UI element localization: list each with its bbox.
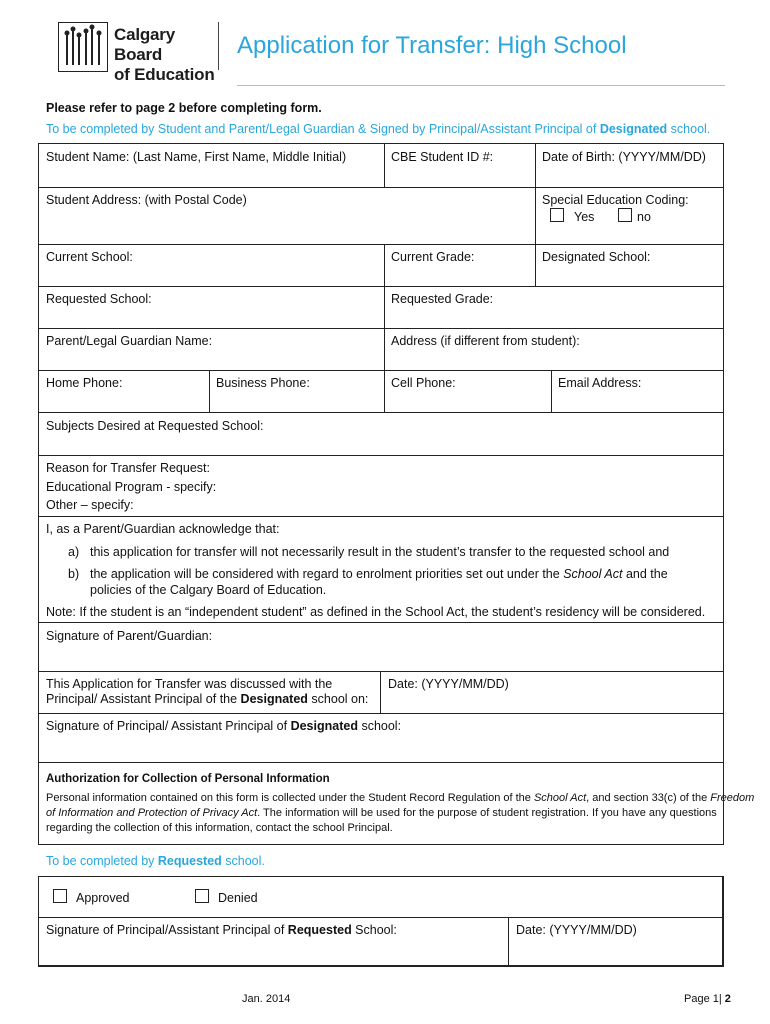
- ack-b-text-line2: policies of the Calgary Board of Education.: [90, 583, 327, 597]
- requested-sig-text: Signature of Principal/Assistant Principal of: [46, 923, 288, 937]
- requested-date-field[interactable]: Date: (YYYY/MM/DD): [516, 923, 637, 937]
- ack-b-italic: School Act: [563, 567, 623, 581]
- row-divider: [38, 187, 724, 188]
- column-divider: [384, 143, 385, 187]
- ack-a-marker: a): [68, 545, 80, 559]
- denied-checkbox[interactable]: [195, 889, 209, 903]
- row-divider: [38, 917, 724, 918]
- page-label: Page: [684, 993, 713, 1005]
- ack-b-text: [90, 567, 668, 581]
- requested-signature-field[interactable]: [46, 923, 397, 937]
- page-current: 1: [712, 993, 719, 1005]
- sped-coding-label: Special Education Coding:: [542, 193, 689, 207]
- header-rule: [237, 85, 725, 86]
- sped-yes-checkbox[interactable]: [550, 208, 564, 222]
- row-divider: [38, 455, 724, 456]
- auth-italic-2: Freedom: [710, 792, 755, 804]
- discussed-date-field[interactable]: Date: (YYYY/MM/DD): [388, 677, 509, 691]
- requested-sig-bold: Requested: [287, 923, 352, 937]
- principal-signature-field[interactable]: [46, 719, 401, 733]
- column-divider: [384, 328, 385, 370]
- subjects-field[interactable]: Subjects Desired at Requested School:: [46, 419, 264, 433]
- column-divider: [508, 917, 509, 967]
- auth-text-3: . The information will be used for the purpose of student registration. If you have any questions: [257, 807, 717, 819]
- current-school-field[interactable]: Current School:: [46, 250, 133, 264]
- row-divider: [38, 370, 724, 371]
- auth-title: Authorization for Collection of Personal Information: [46, 773, 330, 785]
- reason-label: Reason for Transfer Request:: [46, 461, 210, 475]
- home-phone-field[interactable]: Home Phone:: [46, 376, 123, 390]
- sped-yes-label: Yes: [574, 210, 595, 224]
- ack-b-text-2: and the: [622, 567, 668, 581]
- page-total: 2: [724, 993, 731, 1005]
- discussed-line-1: This Application for Transfer was discussed with the: [46, 677, 333, 691]
- auth-italic-1: School Act: [533, 792, 587, 804]
- ack-a-text: this application for transfer will not necessarily result in the student’s transfer to the requested school and: [90, 545, 670, 559]
- discussed-suffix: school on:: [307, 692, 369, 706]
- cell-phone-field[interactable]: Cell Phone:: [391, 376, 456, 390]
- requested-completed-note: [46, 854, 265, 868]
- business-phone-field[interactable]: Business Phone:: [216, 376, 310, 390]
- discussed-line-2: [46, 692, 368, 706]
- other-field[interactable]: Other – specify:: [46, 498, 134, 512]
- requested-school-form: [38, 876, 724, 967]
- row-divider: [38, 516, 724, 517]
- people-figures-icon: [58, 22, 108, 72]
- completed-by-text: To be completed by Student and Parent/Legal Guardian & Signed by Principal/Assistant Principal of: [46, 122, 600, 136]
- page-number: [684, 993, 731, 1005]
- completed-by-note: [46, 122, 710, 136]
- auth-italic-3: of Information and Protection of Privacy Act: [46, 807, 258, 819]
- email-field[interactable]: Email Address:: [558, 376, 642, 390]
- auth-text-1: Personal information contained on this form is collected under the Student Record Regulation of the: [46, 792, 534, 804]
- column-divider: [384, 286, 385, 328]
- header-divider: [218, 22, 219, 70]
- denied-label: Denied: [218, 891, 258, 905]
- auth-text-2: , and section 33(c) of the: [586, 792, 711, 804]
- requested-note-suffix: school.: [221, 854, 265, 868]
- student-name-field[interactable]: Student Name: (Last Name, First Name, Middle Initial): [46, 150, 347, 164]
- cbe-id-field[interactable]: CBE Student ID #:: [391, 150, 494, 164]
- auth-line-2: [46, 806, 717, 821]
- current-grade-field[interactable]: Current Grade:: [391, 250, 475, 264]
- cbe-logo: [58, 22, 218, 84]
- row-divider: [38, 622, 724, 623]
- ack-b-text-1: the application will be considered with regard to enrolment priorities set out under the: [90, 567, 564, 581]
- refer-note: Please refer to page 2 before completing form.: [46, 101, 322, 115]
- logo-text: [114, 25, 218, 85]
- auth-line-3: regarding the collection of this information, contact the school Principal.: [46, 822, 393, 834]
- logo-line-2: of Education: [114, 65, 215, 84]
- transfer-form: [38, 143, 724, 845]
- discussed-text: Principal/ Assistant Principal of the: [46, 692, 241, 706]
- sped-no-checkbox[interactable]: [618, 208, 632, 222]
- residency-note: Note: If the student is an “independent student” as defined in the School Act, the student’s residency will be considered.: [46, 605, 706, 619]
- approved-label: Approved: [76, 891, 130, 905]
- edu-program-field[interactable]: Educational Program - specify:: [46, 480, 217, 494]
- sped-no-label: no: [637, 210, 651, 224]
- column-divider: [535, 143, 536, 187]
- column-divider: [551, 370, 552, 412]
- discussed-bold: Designated: [240, 692, 308, 706]
- ack-intro: I, as a Parent/Guardian acknowledge that:: [46, 522, 280, 536]
- row-divider: [38, 412, 724, 413]
- sig-principal-text: Signature of Principal/ Assistant Principal of: [46, 719, 291, 733]
- requested-school-field[interactable]: Requested School:: [46, 292, 152, 306]
- column-divider: [535, 187, 536, 244]
- requested-grade-field[interactable]: Requested Grade:: [391, 292, 494, 306]
- sig-principal-bold: Designated: [290, 719, 358, 733]
- ack-b-marker: b): [68, 567, 80, 581]
- column-divider: [384, 244, 385, 286]
- row-divider: [38, 286, 724, 287]
- guardian-signature-field[interactable]: Signature of Parent/Guardian:: [46, 629, 213, 643]
- guardian-address-field[interactable]: Address (if different from student):: [391, 334, 580, 348]
- requested-sig-suffix: School:: [351, 923, 397, 937]
- page-separator: |: [718, 993, 725, 1005]
- auth-line-1: [46, 791, 754, 806]
- column-divider: [535, 244, 536, 286]
- sig-principal-suffix: school:: [357, 719, 402, 733]
- requested-note-bold: Requested: [157, 854, 222, 868]
- student-address-field[interactable]: Student Address: (with Postal Code): [46, 193, 247, 207]
- row-divider: [38, 328, 724, 329]
- row-divider: [38, 713, 724, 714]
- approved-checkbox[interactable]: [53, 889, 67, 903]
- dob-field[interactable]: Date of Birth: (YYYY/MM/DD): [542, 150, 706, 164]
- guardian-name-field[interactable]: Parent/Legal Guardian Name:: [46, 334, 213, 348]
- column-divider: [384, 370, 385, 412]
- logo-line-1: Calgary Board: [114, 25, 175, 64]
- completed-by-bold: Designated: [599, 122, 668, 136]
- completed-by-suffix: school.: [667, 122, 711, 136]
- column-divider: [209, 370, 210, 412]
- row-divider: [38, 671, 724, 672]
- row-divider: [38, 762, 724, 763]
- column-divider: [380, 671, 381, 713]
- row-divider: [38, 244, 724, 245]
- requested-note-text: To be completed by: [46, 854, 158, 868]
- footer-date: Jan. 2014: [242, 993, 291, 1005]
- page-title: Application for Transfer: High School: [237, 32, 627, 59]
- designated-school-field[interactable]: Designated School:: [542, 250, 651, 264]
